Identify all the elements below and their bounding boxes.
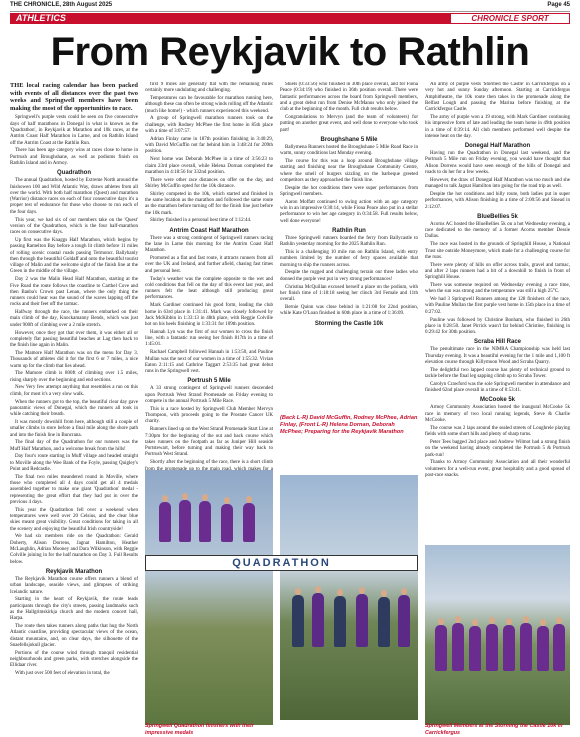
runner-figure: [199, 501, 211, 542]
runner-figure: [159, 502, 171, 542]
paragraph: Runners lined up on the West Strand Promenade Start Line at 7:30pm for the beginning of the out and back course which takes runners on the footpath as far as Juniper Hill seaside Portstewart, before turning and making their way back to Portrush West Strand.: [145, 427, 273, 458]
paragraph: The Mamore Half Marathon was on the menu for Day 3. Thousands of athletes did it for the first 6 or 7 miles, a nice warm up for the climb that lies ahead.: [10, 350, 138, 369]
paragraph: Next home was Deborah McPhee in a time of 3:56:23 to claim 23rd place overall, while Helena Dornan completed the marathon in 4:18:56 for 332nd position.: [145, 157, 273, 175]
paragraph: The penultimate race in the NIMRA Championship was held last Thursday evening. It was a beautiful evening for the 1 mile and 1,100 ft elevation course through Killymoon Wood and Scraba Quarry.: [425, 347, 570, 365]
photo-caption-reykjavik: (Back L-R) David McGuffin, Rodney McPhee, Adrian Finlay, (Front L-R) Helena Dornan, Deborah McPhee; Preparing for the Reykjavik Marathon: [280, 415, 418, 435]
subheading-quadrathon: Quadrathon: [57, 170, 91, 177]
paragraph: Aaron Moffatt continued to swing action with an age category win in an impressive 0:30:14, while Fiona Peace also put in a stellar performance to win her age category in 0:34:58. Full results below, well done everyone!: [280, 199, 418, 224]
paragraph: Despite the rugged and challenging terrain our three ladies who donned the purple vest put in very strong performances!: [280, 270, 418, 282]
paragraph: The course was 2 laps around the sealed streets of Loughrele playing fields with some short hills and plenty of sharp turns.: [425, 425, 570, 438]
paragraph: Armoy Community Association hosted the inaugural McCooke 5k race in memory of two local running legends, Steve & Charlie McCooke.: [425, 405, 570, 424]
paragraph: There were other race distances on offer on the day, and Shirley McGuffin opted for the 10k distance.: [145, 177, 273, 189]
paragraph: Starting in the heart of Reykjavik, the route leads participants through the city's streets, passing landmarks such as the Hallgrimskirkja church and the modern concert hall, Harpa.: [10, 597, 138, 622]
paragraph: Today's weather was the complete opposite to the wet and cold conditions that fell on the day of this event last year, and runners felt the heat although still producing great performances.: [145, 276, 273, 301]
paragraph: The Reykjavik Marathon course offers runners a blend of urban landscape, seaside views, and glimpses of striking Icelandic nature.: [10, 576, 138, 595]
paragraph: The army of purple won a 19 strong, with Mark Gardiner continuing his impressive form of late and leading the team home in 49th position in a time of 0:39:14. All club members performed well despite the intense heat on the day.: [425, 114, 570, 139]
paragraph: Carolyn Crawford was the sole Springwell member in attendance and finished 62nd place overall in a time of 0:53:41.: [425, 381, 570, 394]
page-number: Page 45: [547, 2, 570, 8]
photo-caption-quadrathon: Springwell Quadrathon finishers with their impressive medals: [145, 723, 254, 736]
paragraph: However, the draw of Donegal Half Marathon was too much and she managed to talk Jagnat Hamilton into going for the road trip as well.: [425, 177, 570, 190]
paragraph: Halfway through the race, the runners embarked on their main climb of the day, Knockamanny Bends, which was just under 900ft of climbing over a 2 mile stretch.: [10, 310, 138, 328]
paragraph: Christina McQuillan excused herself a place on the podium, with her finish time of 1:18:18 seeing her clinch 3rd Female and 11th overall.: [280, 284, 418, 303]
paragraph: Shiels (0:33:56) who finished in 30th place overall, and for Fiona Peace (0:34:19) who finished in 36th position overall. There were fantastic performances across the board from Springwell members, and a great debut run from Denise McManus who only joined the club at the beginning of the month. Full club results below.: [280, 82, 418, 113]
paragraph: Pauline was followed by Christine Bonham, who finished in 26th place in 0:28:50. Janet Pirrick wasn't far behind Christine, finishing in 0:29:42 for 30th position.: [425, 317, 570, 336]
paragraph: There was a strong contingent of Springwell runners racing the lane in Larne this morning for the Antrim Coast Half Marathon.: [145, 235, 273, 254]
subheading-scraba: Scraba Hill Race: [473, 339, 522, 346]
runner-figure: [334, 596, 346, 647]
paragraph: This year, we had six of our members take on the 'Quest' version of the Quadrathon, which is the four half-marathon races on consecutive days.: [10, 217, 138, 236]
paragraph: Acorns AC hosted the BlueBellies 5k on a hot Wednesday evening, a race dedicated to the memory of a former Acorns member Dessie Dallas.: [425, 221, 570, 240]
paragraph: Promoted as a flat and fast route, it attracts runners from all over the UK and Ireland, and further afield, chasing fast times and personal best.: [145, 256, 273, 274]
subheading-portrush: Portrush 5 Mile: [187, 378, 231, 385]
photo-storming-castle: [425, 545, 570, 725]
section-label: ATHLETICS: [10, 13, 346, 24]
subheading-mccooke: McCooke 5k: [479, 397, 515, 404]
runner-figure: [398, 595, 410, 647]
subheading-reykjavik: Reykjavik Marathon: [45, 568, 103, 575]
runner-figure: [553, 624, 565, 671]
paragraph: Mark Gardiner continued his good form, leading the club home in 63rd place in 1:31:41. Mark was closely followed by Jack McKibbin in 1:33:13 in 48th place, with Reggie Colville hot on his heels finishing in 1:33:31 for 109th position.: [145, 303, 273, 328]
photo-quadrathon-finishers: [280, 475, 418, 720]
paragraph: Despite the hot conditions there were super performances from Springwell members.: [280, 185, 418, 197]
runner-figure: [503, 625, 515, 671]
paragraph: The race was hosted in the grounds of Springhill House, a National Trust site outside Moneymore, which made for a challenging course for the runs.: [425, 242, 570, 260]
runner-figure: [435, 625, 447, 671]
runner-figure: [537, 626, 549, 671]
runner-figure: [292, 595, 304, 647]
subheading-storming-castle: Storming the Castle 10k: [314, 320, 384, 327]
paragraph: This year the Quadrathon fell over a weekend when temperatures were well over 20 Celsius, and the clear blue skies meant great visibility. Great conditions for taking in all the scenery and enjoying the beautiful Irish countryside!: [10, 507, 138, 532]
article-column-1: [10, 82, 138, 727]
paragraph: It was mostly downhill from here, although still a couple of smaller climbs in store before a final mile along the shore path and into the finish line in Buncrana.: [10, 419, 138, 438]
paragraph: New Very few attempt anything that resembles a run on this climb, for most it's a very slow walk.: [10, 385, 138, 397]
paragraph: Shirley finished in a personal best time of 1:12:44.: [150, 218, 252, 224]
paragraph: The final two miles meandered round in Moville, where those who completed all 4 days could get all 4 medals assembled together to make one giant 'Quadrathon' medal - representing the great effort that they had put in over the previous 4 days.: [10, 474, 138, 505]
paragraph: Bernie Quinn was close behind in 1:21:08 for 22nd position, while Kate O'Loan finished in 60th place in a time of 1:36:09.: [280, 304, 418, 317]
paragraph: Springwell's purple vests could be seen on five consecutive days of half marathons in Donegal in what is known as the 'Quadrathon', in Reykjavik at Marathon and 10k races, at the Antrim Coast Half Marathon in Larne, and on Rathlin Island off the Antrim Coast at the Rathlin Run.: [10, 115, 138, 146]
runner-figure: [179, 500, 191, 542]
headline: From Reykjavik to Rathlin: [50, 30, 530, 74]
subheading-bluebellies: BlueBellies 5k: [477, 213, 518, 220]
photo-reykjavik-group: [145, 470, 273, 725]
paragraph: A group of Springwell marathon runners took on the challenge, with Rodney McPhee the first home in 85th place with a time of 3:07:57.: [145, 116, 273, 135]
paragraph: Three Springwell runners boarded the ferry from Ballycastle to Rathlin yesterday morning for the 2025 Rathlin Run.: [280, 235, 418, 248]
paragraph: The annual Quadrathon, hosted by Extreme North around the Inishowen 100 and Wild Atlantic Way, draws athletes from all over the world. With both half marathon (Quest) and marathon (Warrior) distance races on each of four consecutive days it's a proper test of endurance for those who choose to run each of the four days.: [10, 178, 138, 215]
paragraph: However, once they got that over them, it was either all or completely flat passing beautiful beaches at Lag then back to the finish line again in Malin.: [10, 330, 138, 349]
paragraph: When the runners got to the top, the beautiful clear day gave panoramic views of Donegal, which the runners all took in while catching their breath.: [10, 399, 138, 418]
paragraph: There was someone required on Wednesday evening a race time, when the sun was strong and the temperature was still a high 25°C.: [425, 283, 570, 295]
subheading-antrim: Antrim Coast Half Marathon: [169, 227, 249, 234]
page-topline: [10, 2, 570, 12]
runner-figure: [243, 503, 255, 542]
subheading-broughshane: Broughshane 5 Mile: [320, 136, 378, 143]
runner-figure: [520, 623, 532, 671]
paragraph: The route then takes runners along paths that hug the North Atlantic coastline, providing spectacular views of the ocean, distant mountains, and, on clear days, the silhouette of the Snaefellsjokull glacier.: [10, 624, 138, 648]
paragraph: Congratulations to Mervyn (and the team of volunteers) for putting on another great event, and well done to everyone who took part!: [280, 114, 418, 133]
paragraph: Shirley competed in the 10k, which started and finished in the same location as the marathon and followed the same route as the marathon before turning off for the finish line just before the 10k mark.: [145, 191, 273, 216]
runner-figure: [378, 597, 390, 647]
paragraph: Temperatures can be favourable for marathon running here, although these can often be strong winds rolling off the Atlantic (much like home!) - which runners experienced this weekend.: [145, 96, 273, 114]
brand-label: CHRONICLE SPORT: [450, 13, 570, 24]
paragraph: This is a challenging 10 mile run on Rathlin Island, with entry numbers limited by the number of ferry spaces available that morning to ship the runners across.: [280, 250, 418, 268]
paragraph: Hannah Lyn was the first of our women to cross the finish line, with a fantastic run seeing her finish 817th in a time of 1:45:01.: [145, 329, 273, 348]
paragraph: Adrian Finlay came in 187th position finishing in 3:40:29, with David McGuffin not far behind him in 3:48:24 for 209th position.: [145, 136, 273, 155]
paragraph: Despite the hot conditions and hilly route, both ladies put in super performances, with Alison finishing in a time of 2:00:56 and Sinead in 2:12:07.: [425, 191, 570, 210]
paragraph: Ballymena Runners hosted the Broughshane 5 Mile Road Race in warm, sunny conditions last Monday evening.: [280, 144, 418, 157]
paragraph: The delightful two lapped course has plenty of technical ground to tackle before the final leg sapping climb up to Scraba Tower.: [425, 367, 570, 380]
paper-date: THE CHRONICLE, 28th August 2025: [10, 2, 113, 8]
paragraph: This is a race hosted by Springwell Club Member Mervyn Thompson, with proceeds going to the Prostate Cancer UK charity.: [145, 406, 273, 425]
paragraph: Up first was the Knaggs Half Marathon, which begins by passing Ramelton Bay before a tough lit climb before 11 miles of rolling scenic coastal roads passing Termoncr. Ballyhanly then through the beautiful Goldaff and onto the beautiful tourist village of Malin and the welcome sight of the finish line at the Green in the middle of the village.: [10, 237, 138, 275]
runner-figure: [452, 623, 464, 671]
runner-figure: [221, 504, 233, 542]
paragraph: We had 3 Springwell Runners among the 128 finishers of the race, with Pauline Mullan the first purple vest home in 15th place in a time of 0:27:02.: [425, 297, 570, 315]
paragraph: Rachael Campbell followed Hannah in 1:53:50, and Pauline Mullan was the next of our women in a time of 1:55:32. Vivian Eaton 2:11:15 and Cathrine Taggart 2:53:35 had great debut runs in the Springwell vest.: [145, 350, 273, 375]
paragraph: Day 2 was the Malin Head Half Marathon, starting at the Five Road the route follows the coastline to Carthel Cove and then Banba's Crown past Lenan, where the only thing the runners could hear was the sound of the waves lapping off the rocks and their feet off the tarmac.: [10, 277, 138, 308]
paragraph: Thanks to Armoy Community Association and all their wonderful volunteers for a well-run event, great hospitality and a good spread of post-race snacks.: [425, 460, 570, 478]
runner-figure: [356, 594, 368, 647]
paragraph: Day four's route starting in Muff village and headed straight to Moville along the Wee Bank of the Foyle, passing Quigley's Point and Redcastle.: [10, 454, 138, 473]
section-banner: [10, 13, 570, 24]
article-column-3: [280, 82, 418, 412]
paragraph: We had six members ride on the Quadrathon: Gerald Doherty, Alison Dorrens, Jagnat Hamilton, Heather McLaughlin, Adrian Mooney and Dara Wilkinson, with Reggie Colville joining in for the half marathon on Day 3. Full Results below.: [10, 534, 138, 565]
lede: THE local racing calendar has been packed with events of all distances over the past two weeks and Springwell members have been making the most of the opportunities to race.: [10, 82, 138, 112]
paragraph: There has been age category wins at races close to home in Portrush and Broughshane, as well as podiums finish on Rathlin Island and in Armoy.: [10, 148, 138, 166]
paragraph: The course for this was a loop around Broughshane village starting and finishing near the Broughshane Community Centre, where the smell of burgers sizzling on the barbeque greeted competitors as they approached the finish line.: [280, 158, 418, 183]
paragraph: Peter Tees bagged 2nd place and Andrew Wilmot had a strong finish on the weekend having already completed the Portrush 5 & Portrush park-run!: [425, 439, 570, 458]
subheading-rathlin: Rathlin Run: [332, 227, 366, 234]
paragraph: Having run the Quadrathon in Donegal last weekend, and the Portrush 5 Mile run on Friday evening, you would have thought that Alison Dorrens would have seen enough of the hills of Donegal and roads to do her for a few weeks.: [425, 151, 570, 176]
quadrathon-banner: QUADRATHON: [145, 555, 418, 571]
paragraph: An army of purple vests 'Stormed the Castle' in Carrickfergus on a very hot and sunny Sunday afternoon. Starting at Carrickfergus Amphitheatre, the 10k route then takes in the promenade along the Belfast Lough and passing the Marina before finishing at the Carrickfergus Castle.: [425, 82, 570, 113]
paragraph: The Mamore climb is 800ft of climbing over 1.5 miles, rising sharply over the beginning and end sections.: [10, 371, 138, 383]
runner-figure: [312, 593, 324, 647]
runner-figure: [486, 624, 498, 671]
paragraph: A 33 strong contingent of Springwell runners descended upon Portrush West Strand Promenade on Friday evening to compete in the annual Portrush 5 Mile Race.: [145, 386, 273, 405]
paragraph: Shortly after the beginning of the race, there is a short climb: [150, 460, 273, 466]
paragraph: There were plenty of hills on offer across trails, gravel and tarmac, and after 2 laps runners had a bit of a downhill to finish in front of Springhill House.: [425, 262, 570, 281]
paragraph: first 9 miles are generally flat with the remaining miles certainly more undulating and challenging.: [145, 82, 273, 94]
photo-caption-storming-castle: Springwell Members at the Storming the Castle 10k in Carrickfergus: [425, 723, 563, 736]
paragraph: The final day of the Quadrathon for our runners was the Muff Half Marathon, and a welcome break from the hills!: [10, 440, 138, 452]
banner-fill: [346, 13, 450, 24]
runner-figure: [469, 626, 481, 671]
subheading-donegal: Donegal Half Marathon: [464, 143, 531, 150]
paragraph: Portions of the course wind through tranquil residential neighbourhoods and green parks, with stretches alongside the Ellidaar river.: [10, 650, 138, 669]
paragraph: With just over 500 feet of elevation in total, the: [15, 671, 110, 677]
